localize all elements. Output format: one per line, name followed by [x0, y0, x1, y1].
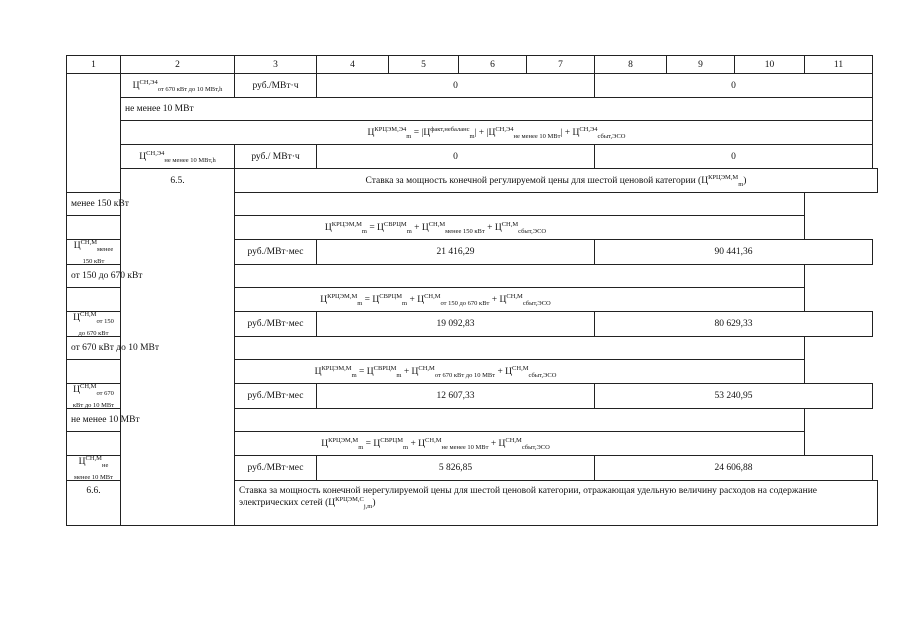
value-cell: 24 606,88 — [595, 456, 873, 481]
unit-cell: руб./МВт·мес — [235, 312, 317, 337]
value-cell: 12 607,33 — [317, 384, 595, 409]
rate-symbol: $Ц^{СН,Э4}_{не менее 10 МВт,h}$ — [121, 145, 235, 169]
rate-symbol: $Ц^{СН,М}_{не менее 10 МВт}$ — [67, 456, 121, 481]
table-row — [67, 169, 878, 193]
value-cell: 5 826,85 — [317, 456, 595, 481]
table-row — [67, 121, 878, 145]
table-row — [67, 360, 878, 384]
value-cell: 53 240,95 — [595, 384, 873, 409]
tariff-table — [66, 55, 878, 526]
value-cell: 0 — [317, 74, 595, 98]
formula: $Ц^{КРЦЭМ,Э4}_m = |Ц^{факт,небаланс}_m| + |Ц^{СН,Э4}_{не менее 10 МВт}| + Ц^{СН,Э4}_{сбыт,ЭСО}$ — [121, 121, 873, 145]
column-number-row — [67, 56, 878, 74]
value-cell: 0 — [317, 145, 595, 169]
unit-cell: руб./МВт·ч — [235, 74, 317, 98]
value-cell: 0 — [595, 145, 873, 169]
table-row — [67, 98, 878, 121]
unit-cell: руб./ МВт·ч — [235, 145, 317, 169]
col-number: 5 — [389, 56, 459, 74]
section-number: 6.6. — [67, 481, 121, 526]
section-number-empty — [67, 74, 121, 193]
formula: $Ц^{КРЦЭМ,М}_m = Ц^{СВРЦМ}_m + Ц^{СН,М}_{не менее 10 МВт} + Ц^{СН,М}_{сбыт,ЭСО}$ — [67, 432, 805, 456]
col-number: 11 — [805, 56, 873, 74]
category-label: от 670 кВт до 10 МВт — [67, 337, 805, 360]
rate-symbol: $Ц^{СН,М}_{от 670 кВт до 10 МВт}$ — [67, 384, 121, 409]
col-number: 8 — [595, 56, 667, 74]
table-row — [67, 145, 878, 169]
col-number: 10 — [735, 56, 805, 74]
category-label: менее 150 кВт — [67, 193, 805, 216]
col-number: 1 — [67, 56, 121, 74]
section-title: Ставка за мощность конечной регулируемой цены для шестой ценовой категории $(Ц^{КРЦЭМ,М}_m)$ — [235, 169, 878, 193]
value-cell: 80 629,33 — [595, 312, 873, 337]
col-number: 4 — [317, 56, 389, 74]
unit-cell: руб./МВт·мес — [235, 240, 317, 265]
table-row — [67, 409, 878, 432]
category-label: не менее 10 МВт — [121, 98, 873, 121]
formula: $Ц^{КРЦЭМ,М}_m = Ц^{СВРЦМ}_m + Ц^{СН,М}_{от 150 до 670 кВт} + Ц^{СН,М}_{сбыт,ЭСО}$ — [67, 288, 805, 312]
table-row — [67, 432, 878, 456]
section-number: 6.5. — [121, 169, 235, 526]
table-row — [67, 288, 878, 312]
formula: $Ц^{КРЦЭМ,М}_m = Ц^{СВРЦМ}_m + Ц^{СН,М}_{менее 150 кВт} + Ц^{СН,М}_{сбыт,ЭСО}$ — [67, 216, 805, 240]
value-cell: 0 — [595, 74, 873, 98]
col-number: 7 — [527, 56, 595, 74]
category-label: от 150 до 670 кВт — [67, 265, 805, 288]
unit-cell: руб./МВт·мес — [235, 384, 317, 409]
section-title: Ставка за мощность конечной нерегулируемой цены для шестой ценовой категории, отражающая удельную величину расходов на содержание электрических сетей $(Ц^{КРЦЭМ,С}_{j,m})$ — [235, 481, 878, 526]
value-cell: 19 092,83 — [317, 312, 595, 337]
col-number: 3 — [235, 56, 317, 74]
value-cell: 21 416,29 — [317, 240, 595, 265]
category-label: не менее 10 МВт — [67, 409, 805, 432]
table-row — [67, 216, 878, 240]
rate-symbol: $Ц^{СН,М}_{от 150 до 670 кВт}$ — [67, 312, 121, 337]
col-number: 9 — [667, 56, 735, 74]
table-row — [67, 337, 878, 360]
rate-symbol: $Ц^{СН,Э4}_{от 670 кВт до 10 МВт,h}$ — [121, 74, 235, 98]
table-row — [67, 193, 878, 216]
col-number: 6 — [459, 56, 527, 74]
table-row — [67, 74, 878, 98]
value-cell: 90 441,36 — [595, 240, 873, 265]
table-row — [67, 265, 878, 288]
rate-symbol: $Ц^{СН,М}_{менее 150 кВт}$ — [67, 240, 121, 265]
col-number: 2 — [121, 56, 235, 74]
formula: $Ц^{КРЦЭМ,М}_m = Ц^{СВРЦМ}_m + Ц^{СН,М}_{от 670 кВт до 10 МВт} + Ц^{СН,М}_{сбыт,ЭСО}$ — [67, 360, 805, 384]
unit-cell: руб./МВт·мес — [235, 456, 317, 481]
